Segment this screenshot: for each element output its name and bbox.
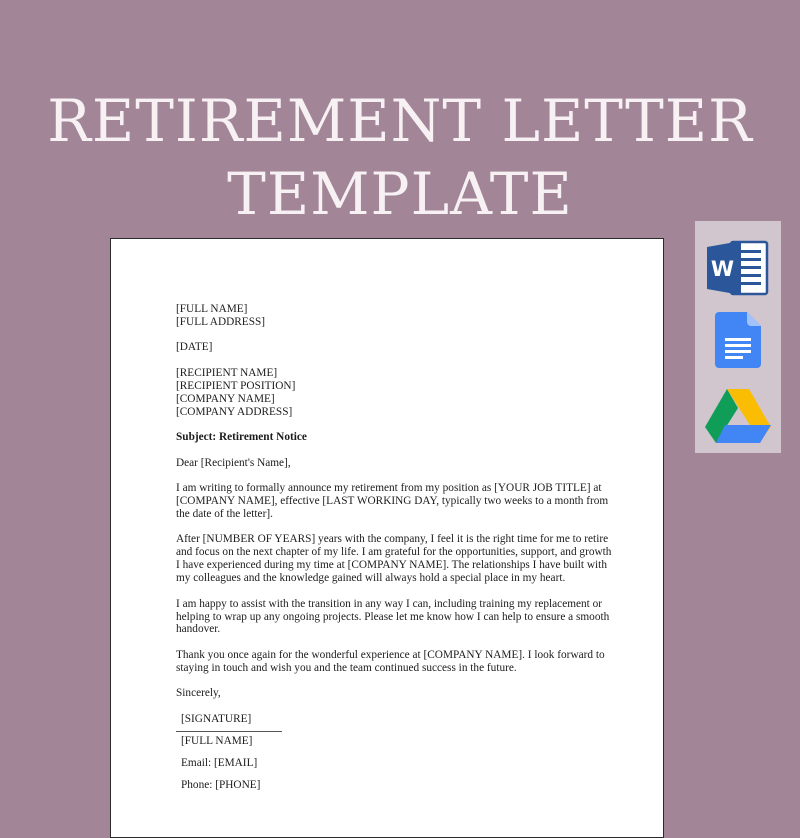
letter-salutation: Dear [Recipient's Name], — [176, 456, 291, 469]
recipient-company: [COMPANY NAME] — [176, 392, 275, 405]
title-line-2: TEMPLATE — [227, 160, 573, 228]
sender-block — [176, 303, 606, 329]
paragraph-line: Thank you once again for the wonderful experience at [COMPANY NAME]. I look forward to — [176, 648, 605, 661]
paragraph-line: helping to wrap up any ongoing projects. Please let me know how I can help to ensure a smooth — [176, 610, 610, 623]
letter-subject: Subject: Retirement Notice — [176, 431, 307, 444]
letter-closing: Sincerely, — [176, 687, 221, 700]
app-icons-panel — [695, 221, 781, 453]
recipient-block — [176, 367, 606, 419]
paragraph-4 — [176, 649, 606, 675]
paragraph-line: staying in touch and wish you and the team continued success in the future. — [176, 661, 517, 674]
paragraph-line: and focus on the next chapter of my life. I am grateful for the opportunities, support, and growth — [176, 546, 612, 559]
signature-block — [176, 713, 606, 726]
paragraph-3 — [176, 597, 610, 637]
paragraph-1 — [176, 482, 609, 521]
recipient-position: [RECIPIENT POSITION] — [176, 379, 296, 392]
paragraph-line: my colleagues and the knowledge gained will always hold a special place in my heart. — [176, 572, 566, 585]
paragraph-line: [COMPANY NAME], effective [LAST WORKING DAY, typically two weeks to a month from — [176, 495, 609, 508]
signature-placeholder: [SIGNATURE] — [181, 712, 252, 725]
sender-address: [FULL ADDRESS] — [176, 315, 266, 328]
paragraph-line: After [NUMBER OF YEARS] years with the company, I feel it is the right time for me to retire — [176, 533, 609, 546]
microsoft-word-icon — [707, 240, 769, 301]
paragraph-line: I am writing to formally announce my retirement from my position as [YOUR JOB TITLE] at — [176, 482, 602, 495]
recipient-address: [COMPANY ADDRESS] — [176, 405, 293, 418]
signature-line — [176, 731, 282, 732]
sender-name: [FULL NAME] — [176, 303, 248, 315]
letter-document — [110, 238, 664, 838]
google-docs-icon — [715, 312, 761, 373]
paragraph-2 — [176, 533, 612, 585]
google-drive-icon — [705, 387, 771, 448]
signer-phone: Phone: [PHONE] — [181, 778, 261, 791]
signer-full-name: [FULL NAME] — [181, 734, 253, 747]
letter-date: [DATE] — [176, 341, 213, 354]
paragraph-line: handover. — [176, 623, 221, 636]
contact-block — [176, 735, 606, 792]
recipient-name: [RECIPIENT NAME] — [176, 366, 278, 379]
svg-text:W: W — [710, 257, 735, 281]
paragraph-line: I have experienced during my time at [COMPANY NAME]. The relationships I have built with — [176, 559, 607, 572]
signer-email: Email: [EMAIL] — [181, 756, 258, 769]
letter-body — [176, 303, 612, 792]
paragraph-line: the date of the letter]. — [176, 507, 273, 520]
paragraph-line: I am happy to assist with the transition in any way I can, including training my replacement or — [176, 597, 603, 610]
title-line-1: RETIREMENT LETTER — [47, 87, 753, 155]
